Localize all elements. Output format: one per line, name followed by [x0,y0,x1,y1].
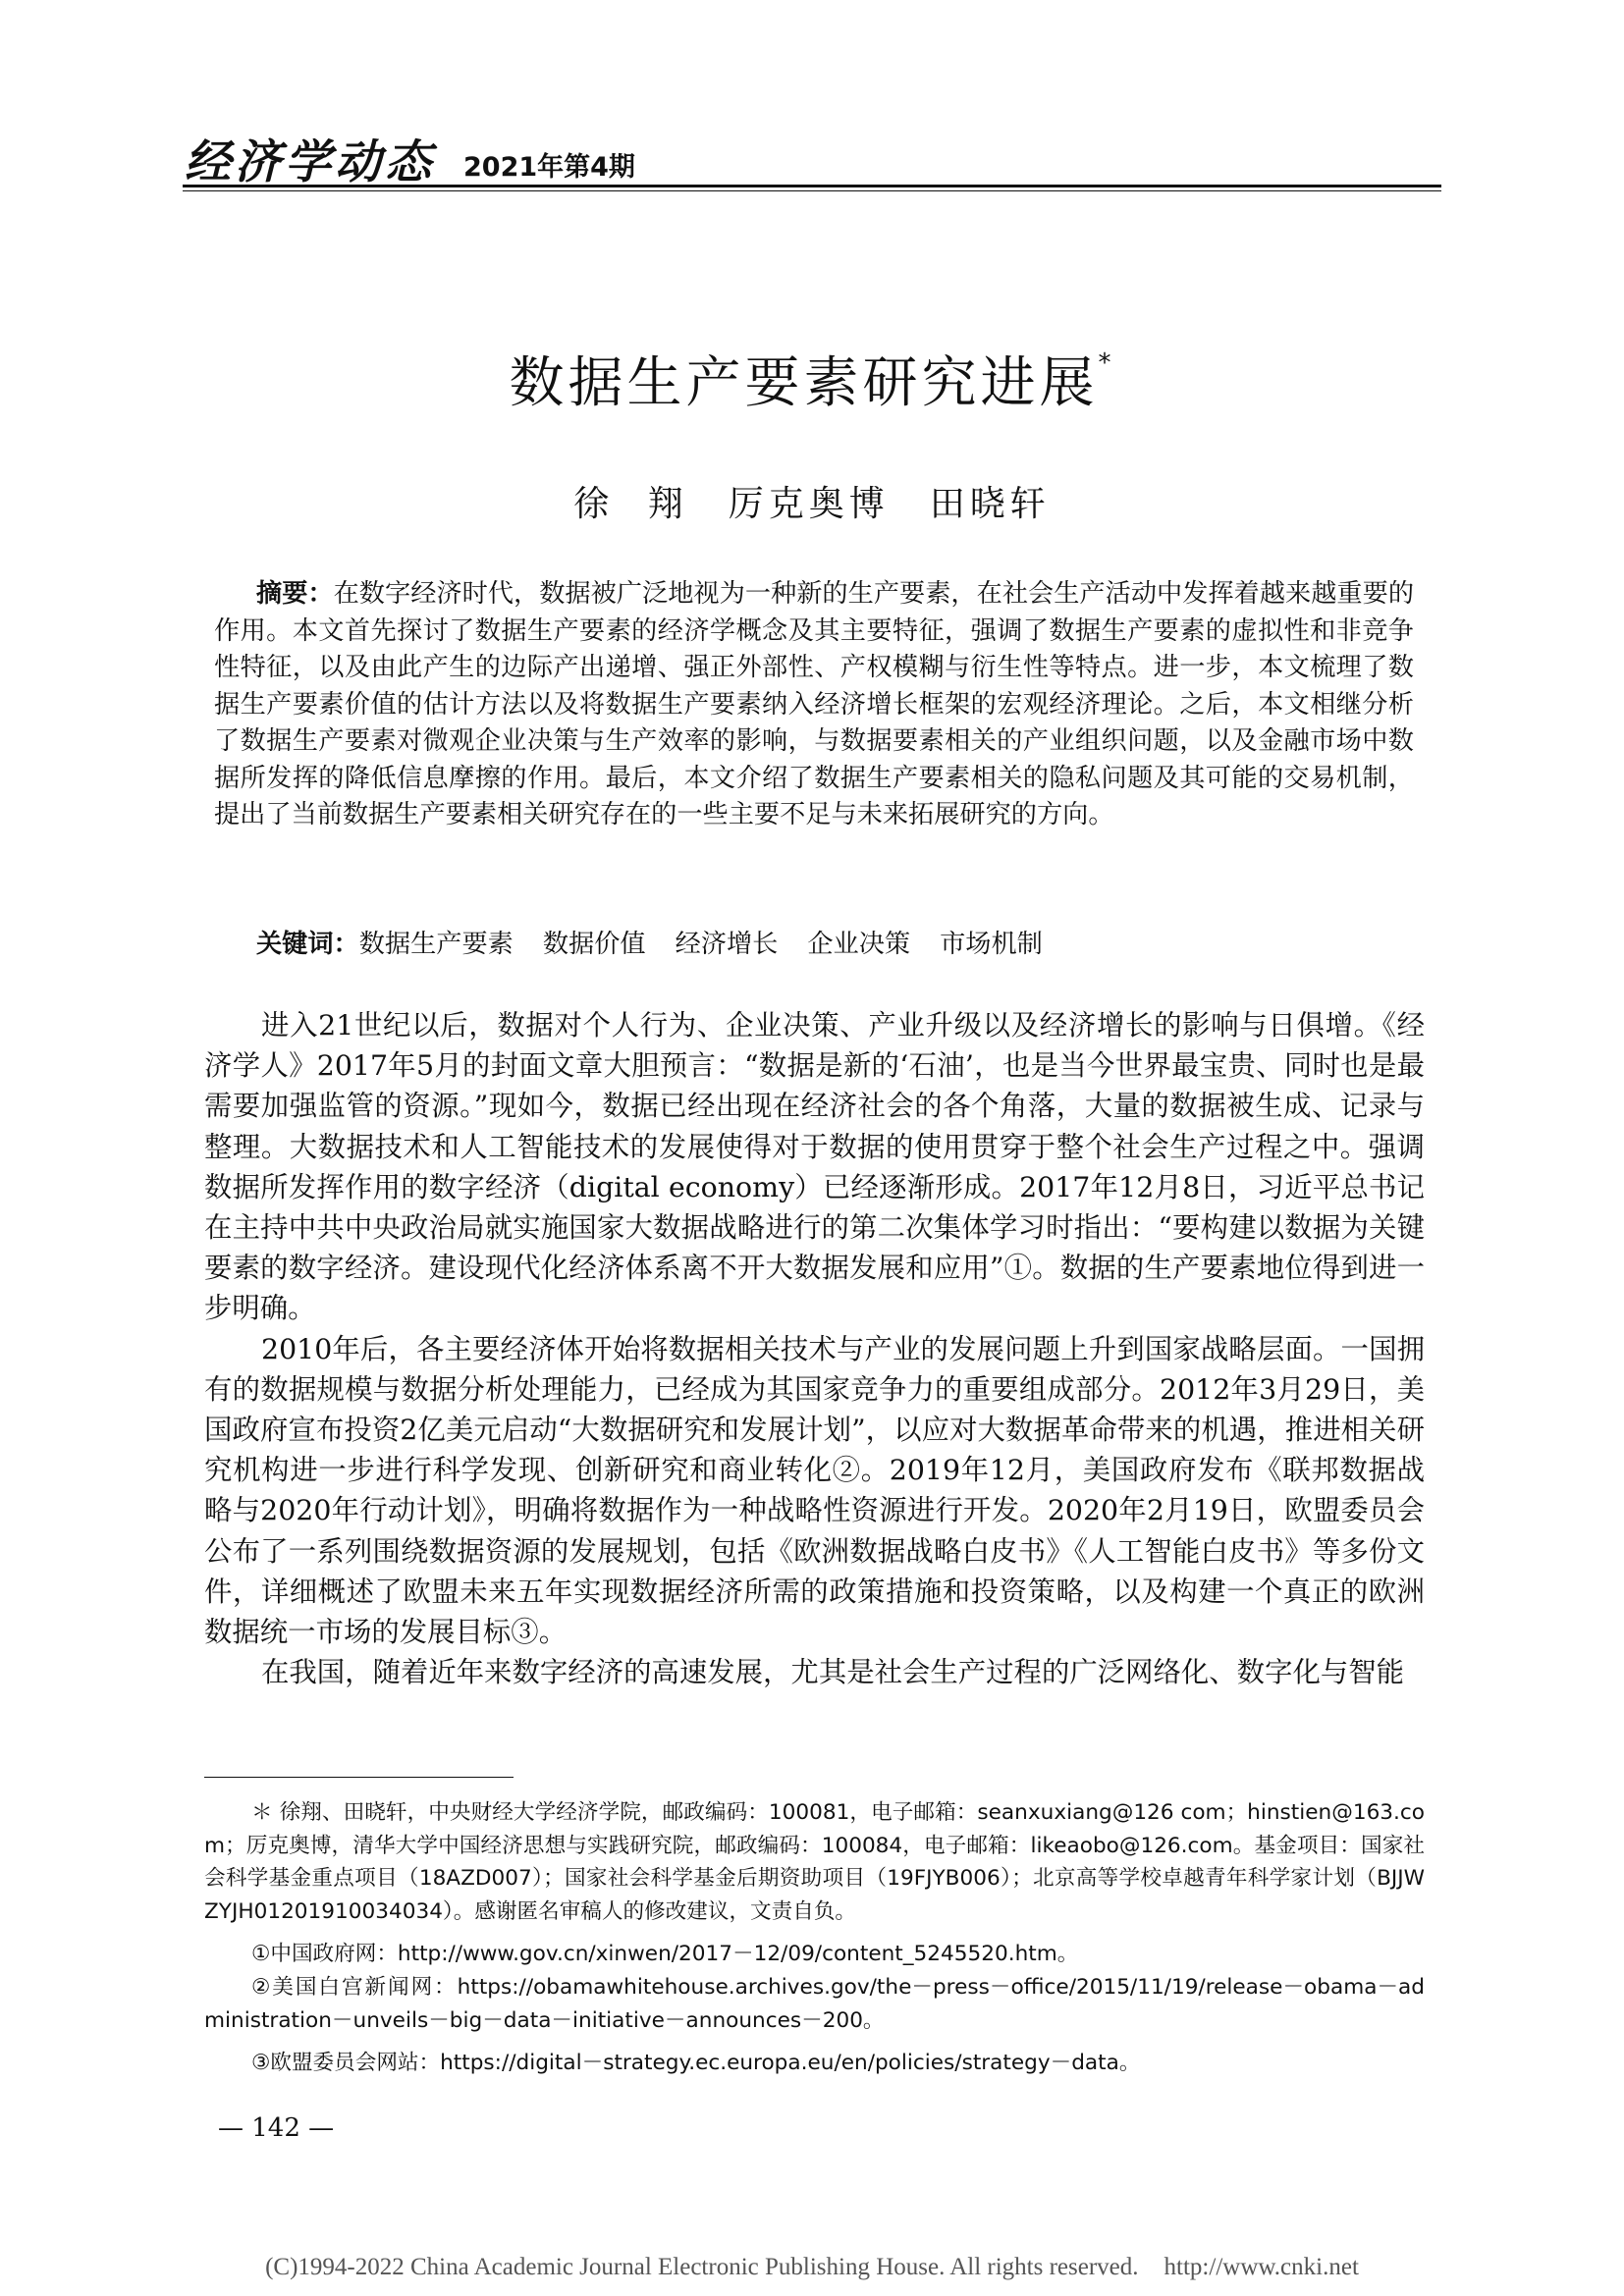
keyword: 数据生产要素 [358,930,514,959]
body-paragraph: 2010年后，各主要经济体开始将数据相关技术与产业的发展问题上升到国家战略层面。一国拥有的数据规模与数据分析处理能力，已经成为其国家竞争力的重要组成部分。2012年3月29日，美国政府宣布投资2亿美元启动“大数据研究和发展计划”，以应对大数据革命带来的机遇，推进相关研究机构进一步进行科学发现、创新研究和商业转化②。2019年12月，美国政府发布《联邦数据战略与2020年行动计划》，明确将数据作为一种战略性资源进行开发。2020年2月19日，欧盟委员会公布了一系列围绕数据资源的发展规划，包括《欧洲数据战略白皮书》《人工智能白皮书》等多份文件，详细概述了欧盟未来五年实现数据经济所需的政策措施和投资策略，以及构建一个真正的欧洲数据统一市场的发展目标③。 [204,1332,1425,1649]
abstract-text: 在数字经济时代，数据被广泛地视为一种新的生产要素，在社会生产活动中发挥着越来越重要的作用。本文首先探讨了数据生产要素的经济学概念及其主要特征，强调了数据生产要素的虚拟性和非竞争性特征，以及由此产生的边际产出递增、强正外部性、产权模糊与衍生性等特点。进一步，本文梳理了数据生产要素价值的估计方法以及将数据生产要素纳入经济增长框架的宏观经济理论。之后，本文相继分析了数据生产要素对微观企业决策与生产效率的影响，与数据要素相关的产业组织问题，以及金融市场中数据所发挥的降低信息摩擦的作用。最后，本文介绍了数据生产要素相关的隐私问题及其可能的交易机制，提出了当前数据生产要素相关研究存在的一些主要不足与未来拓展研究的方向。 [214,579,1415,829]
issue-label: 2021年第4期 [463,152,635,183]
cnki-url: http://www.cnki.net [1164,2254,1359,2280]
footnotes [204,1796,1425,2080]
keyword: 市场机制 [940,930,1043,959]
article-title [0,348,1624,415]
footnote-2: ②美国白宫新闻网：https://obamawhitehouse.archives.gov/the－press－office/2015/11/19/release－obama－administration－unveils－big－data－initiative－announces－200。 [204,1974,1425,2033]
footnote-1: ①中国政府网：http://www.gov.cn/xinwen/2017－12/09/content_5245520.htm。 [251,1942,1079,1967]
page-number: — 142 — [218,2113,335,2143]
footnote-3: ③欧盟委员会网站：https://digital－strategy.ec.europa.eu/en/policies/strategy－data。 [251,2051,1141,2076]
keyword: 企业决策 [807,930,911,959]
journal-logo: 经济学动态 [185,135,435,189]
copyright-line [0,2254,1624,2281]
author-list: 徐 翔 厉克奥博 田晓轩 [573,484,1051,524]
article-title-text: 数据生产要素研究进展 [509,351,1099,415]
footnote-separator [204,1777,514,1778]
header-rule-thick [183,185,1441,187]
keyword: 经济增长 [675,930,779,959]
body-text [204,1005,1425,1692]
body-paragraph: 进入21世纪以后，数据对个人行为、企业决策、产业升级以及经济增长的影响与日俱增。《经济学人》2017年5月的封面文章大胆预言：“数据是新的‘石油’，也是当今世界最宝贵、同时也是最需要加强监管的资源。”现如今，数据已经出现在经济社会的各个角落，大量的数据被生成、记录与整理。大数据技术和人工智能技术的发展使得对于数据的使用贯穿于整个社会生产过程之中。强调数据所发挥作用的数字经济（digital economy）已经逐渐形成。2017年12月8日，习近平总书记在主持中共中央政治局就实施国家大数据战略进行的第二次集体学习时指出：“要构建以数据为关键要素的数字经济。建设现代化经济体系离不开大数据发展和应用”①。数据的生产要素地位得到进一步明确。 [204,1009,1425,1325]
abstract [214,576,1414,834]
abstract-label: 摘要： [256,579,334,609]
keywords-label: 关键词： [256,930,359,959]
title-footnote-mark: * [1098,348,1115,378]
copyright-text: (C)1994-2022 China Academic Journal Electronic Publishing House. All rights reserved. [265,2254,1139,2280]
keyword: 数据价值 [542,930,646,959]
keywords [256,927,1072,964]
body-paragraph: 在我国，随着近年来数字经济的高速发展，尤其是社会生产过程的广泛网络化、数字化与智能 [261,1656,1405,1689]
footnote-author-info: ＊ 徐翔、田晓轩，中央财经大学经济学院，邮政编码：100081，电子邮箱：seanxuxiang@126 com；hinstien@163.com；厉克奥博，清华大学中国经济思想与实践研究院，邮政编码：100084，电子邮箱：likeaobo@126.com。基金项目：国家社会科学基金重点项目（18AZD007）；国家社会科学基金后期资助项目（19FJYB006）；北京高等学校卓越青年科学家计划（BJJWZYJH01201910034034）。感谢匿名审稿人的修改建议，文责自负。 [204,1800,1425,1924]
header-rule-thin [183,190,1441,191]
